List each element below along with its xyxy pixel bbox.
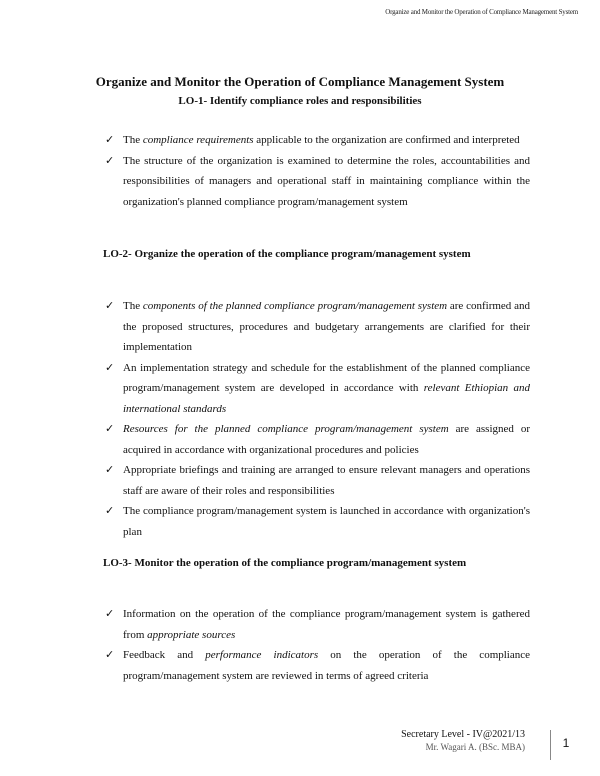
list-item: ✓ Feedback and performance indicators on the operation of the compliance program/management system are reviewed in terms of agreed criteria — [105, 645, 530, 686]
section-heading-lo1: LO-1- Identify compliance roles and responsibilities — [178, 95, 422, 107]
checkmark-icon: ✓ — [105, 505, 115, 517]
lo1-list — [105, 130, 530, 212]
checkmark-icon: ✓ — [105, 423, 115, 435]
list-item: ✓ The compliance program/management system is launched in accordance with organization's plan — [105, 501, 530, 542]
list-item: ✓ The compliance requirements applicable to the organization are confirmed and interpreted — [105, 130, 530, 151]
page-title: Organize and Monitor the Operation of Compliance Management System — [95, 74, 505, 89]
page-footer — [401, 728, 525, 754]
list-item: ✓ An implementation strategy and schedule for the establishment of the planned compliance program/management system are developed in accordance with relevant Ethiopian and international standards — [105, 358, 530, 420]
checkmark-icon: ✓ — [105, 464, 115, 476]
list-item: ✓ Appropriate briefings and training are arranged to ensure relevant managers and operations staff are aware of their roles and responsibilities — [105, 460, 530, 501]
section-heading-lo3: LO-3- Monitor the operation of the compliance program/management system — [103, 557, 467, 569]
footer-author: Mr. Wagari A. (BSc. MBA) — [425, 742, 525, 752]
lo2-list — [105, 296, 530, 542]
checkmark-icon: ✓ — [105, 134, 115, 146]
list-item: ✓ The components of the planned compliance program/management system are confirmed and the proposed structures, procedures and budgetary arrangements are clarified for their implementation — [105, 296, 530, 358]
list-item: ✓ Information on the operation of the compliance program/management system is gathered from appropriate sources — [105, 604, 530, 645]
checkmark-icon: ✓ — [105, 649, 115, 661]
checkmark-icon: ✓ — [105, 361, 115, 374]
list-item: ✓ The structure of the organization is examined to determine the roles, accountabilities and responsibilities of managers and operational staff in maintaining compliance within the organization's planned compliance program/management system — [105, 151, 530, 213]
running-header: Organize and Monitor the Operation of Compliance Management System — [385, 8, 578, 16]
lo3-list — [105, 604, 530, 686]
footer-level: Secretary Level - IV@2021/13 — [401, 729, 525, 740]
page-number: 1 — [550, 730, 581, 760]
list-item: ✓ Resources for the planned compliance program/management system are assigned or acquired in accordance with organizational procedures and policies — [105, 419, 530, 460]
checkmark-icon: ✓ — [105, 154, 115, 167]
checkmark-icon: ✓ — [105, 608, 115, 620]
section-heading-lo2: LO-2- Organize the operation of the compliance program/management system — [103, 248, 471, 260]
checkmark-icon: ✓ — [105, 300, 115, 312]
